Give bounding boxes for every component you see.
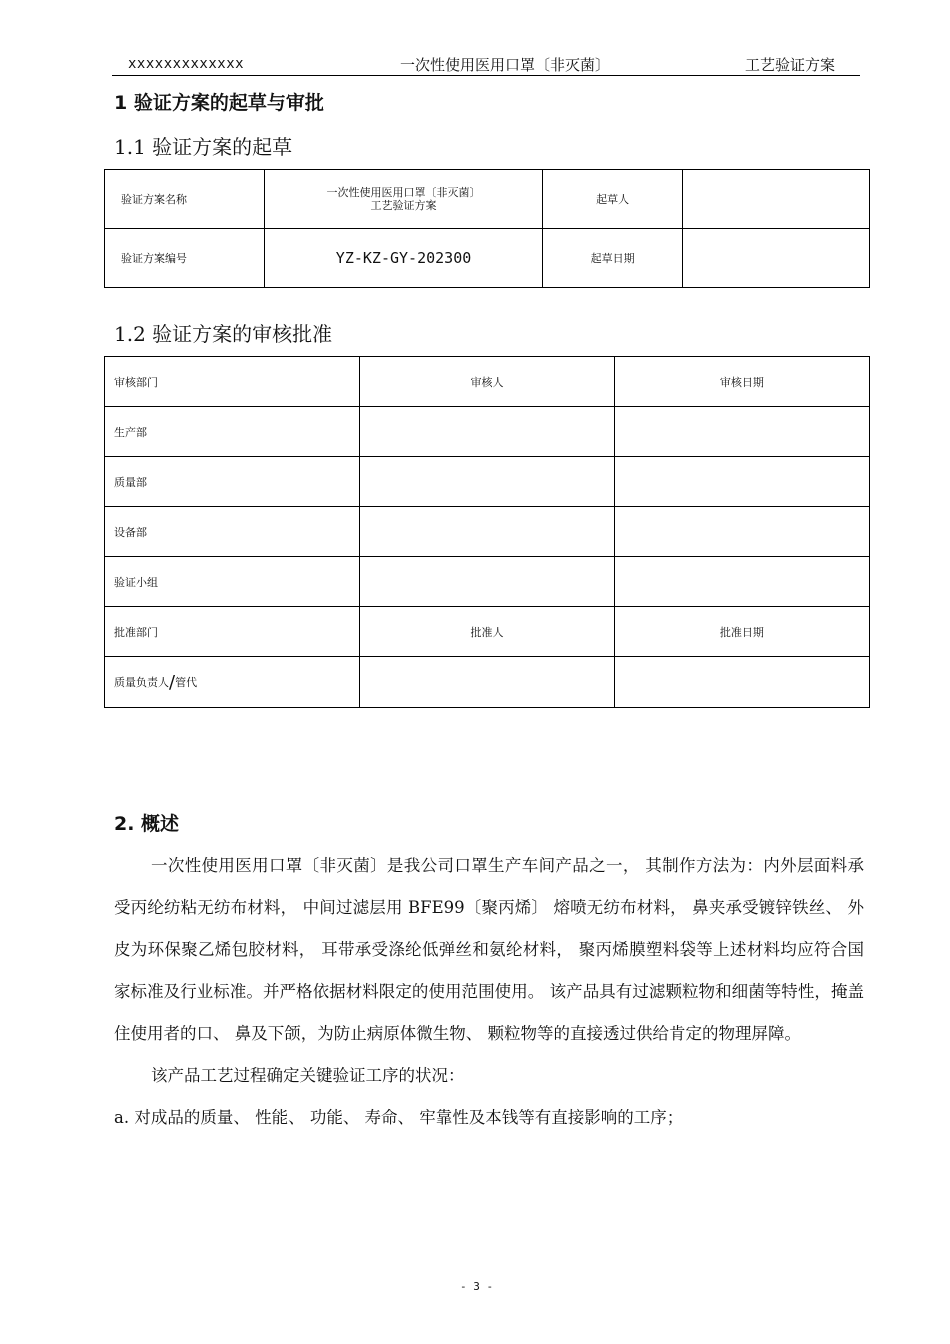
reviewer-cell[interactable] (360, 507, 614, 557)
section2-title: 2. 概述 (114, 813, 180, 835)
approve-date-header: 批准日期 (614, 607, 869, 657)
dept-quality: 质量部 (105, 457, 360, 507)
page-number: - 3 - (460, 1280, 494, 1293)
plan-name-label: 验证方案名称 (105, 170, 265, 229)
reviewer-header: 审核人 (360, 357, 614, 407)
drafter-label: 起草人 (543, 170, 683, 229)
review-date-cell[interactable] (614, 407, 869, 457)
review-date-cell[interactable] (614, 457, 869, 507)
approver-cell[interactable] (360, 657, 614, 708)
approve-dept-sep: / (169, 671, 176, 693)
plan-number-label: 验证方案编号 (105, 229, 265, 288)
review-date-header: 审核日期 (614, 357, 869, 407)
approve-date-cell[interactable] (614, 657, 869, 708)
dept-production: 生产部 (105, 407, 360, 457)
overview-paragraph (114, 845, 864, 1139)
table-row (105, 607, 870, 657)
plan-name-value (265, 170, 543, 229)
table-row (105, 357, 870, 407)
header-product: 一次性使用医用口罩〔非灭菌〕 (400, 56, 611, 74)
review-dept-header: 审核部门 (105, 357, 360, 407)
approve-dept-a: 质量负责人 (114, 675, 169, 689)
table-row (105, 229, 870, 288)
approve-dept-header: 批准部门 (105, 607, 360, 657)
reviewer-cell[interactable] (360, 557, 614, 607)
header-doc-type: 工艺验证方案 (745, 56, 836, 74)
approve-dept-b: 管代 (175, 675, 198, 689)
reviewer-cell[interactable] (360, 457, 614, 507)
header-company: xxxxxxxxxxxxx (128, 56, 245, 72)
plan-name-line1: 一次性使用医用口罩〔非灭菌〕 (326, 186, 481, 199)
draft-table (104, 169, 870, 288)
header-divider (112, 75, 860, 76)
overview-text: 一次性使用医用口罩〔非灭菌〕是我公司口罩生产车间产品之一， 其制作方法为：内外层面料承受丙纶纺粘无纺布材料， 中间过滤层用 BFE99〔聚丙烯〕 熔喷无纺布材料， 鼻夹承受镀锌铁丝、 外皮为环保聚乙烯包胶材料， 耳带承受涤纶低弹丝和氨纶材料， 聚丙烯膜塑料袋等上述材料均应符合国家标准及行业标准。并严格依据材料限定的使用范围使用。 该产品具有过滤颗粒物和细菌等特性，掩盖住使用者的口、 鼻及下颌，为防止病原体微生物、 颗粒物等的直接透过供给肯定的物理屏障。 (114, 856, 864, 1043)
table-row (105, 557, 870, 607)
table-row (105, 407, 870, 457)
approver-header: 批准人 (360, 607, 614, 657)
criteria-item-a: a. 对成品的质量、 性能、 功能、 寿命、 牢靠性及本钱等有直接影响的工序； (114, 1108, 684, 1127)
review-date-cell[interactable] (614, 557, 869, 607)
review-date-cell[interactable] (614, 507, 869, 557)
plan-name-line2: 工艺验证方案 (370, 199, 437, 212)
plan-number-value: YZ-KZ-GY-202300 (265, 229, 543, 288)
section1-2-title: 1.2 验证方案的审核批准 (114, 322, 333, 346)
approve-dept-quality-head (105, 657, 360, 708)
section1-1-title: 1.1 验证方案的起草 (114, 135, 293, 159)
draft-date-label: 起草日期 (543, 229, 683, 288)
dept-validation-team: 验证小组 (105, 557, 360, 607)
reviewer-cell[interactable] (360, 407, 614, 457)
table-row (105, 657, 870, 708)
table-row (105, 507, 870, 557)
dept-equipment: 设备部 (105, 507, 360, 557)
review-approval-table (104, 356, 870, 708)
table-row (105, 457, 870, 507)
draft-date-value[interactable] (683, 229, 870, 288)
table-row (105, 170, 870, 229)
section1-title: 1 验证方案的起草与审批 (114, 92, 324, 114)
process-intro: 该产品工艺过程确定关键验证工序的状况： (151, 1066, 465, 1085)
drafter-value[interactable] (683, 170, 870, 229)
